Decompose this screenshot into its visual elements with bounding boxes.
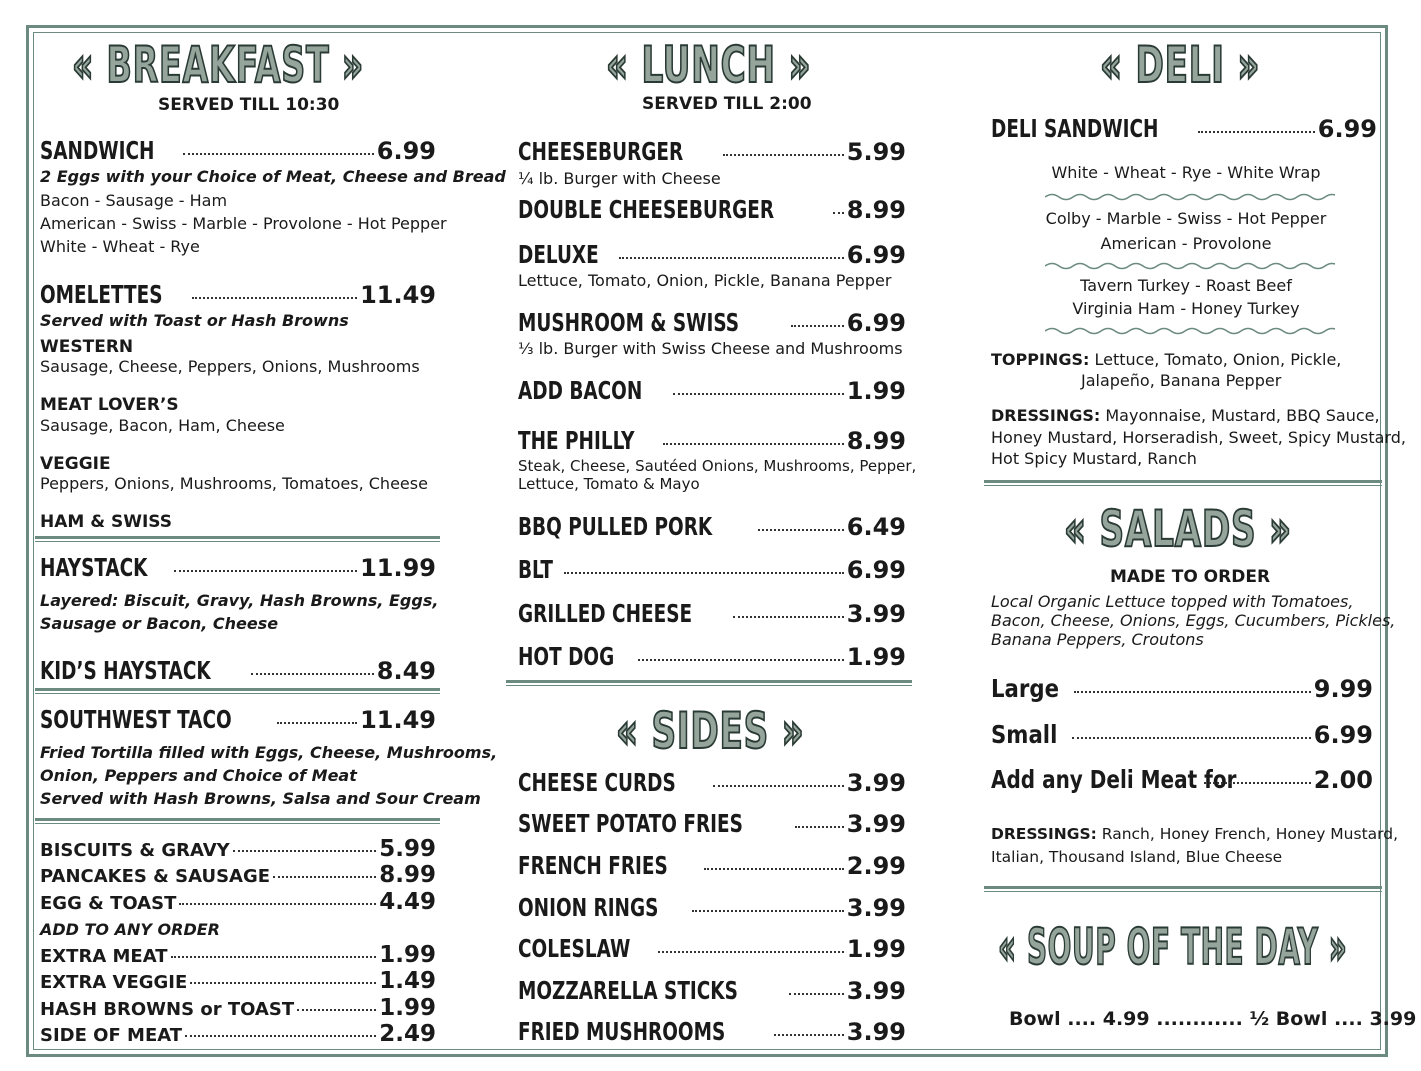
southwest-description-1: Fried Tortilla filled with Eggs, Cheese, Mushrooms,	[40, 743, 498, 762]
menu-item-deluxe: DELUXE 6.99	[518, 240, 906, 269]
menu-item-egg-toast: EGG & TOAST 4.49	[40, 889, 436, 915]
section-divider	[984, 480, 1382, 486]
haystack-description-2: Sausage or Bacon, Cheese	[40, 614, 279, 633]
menu-item-omelettes: OMELETTES 11.49	[40, 280, 436, 309]
deluxe-description: Lettuce, Tomato, Onion, Pickle, Banana Pepper	[518, 271, 892, 290]
menu-item-the-philly: THE PHILLY 8.99	[518, 426, 906, 455]
menu-item-bbq-pulled-pork: BBQ PULLED PORK 6.49	[518, 512, 906, 541]
side-sweet-potato-fries: SWEET POTATO FRIES 3.99	[518, 809, 906, 838]
haystack-description-1: Layered: Biscuit, Gravy, Hash Browns, Eggs,	[40, 591, 439, 610]
side-fried-mushrooms: FRIED MUSHROOMS 3.99	[518, 1017, 906, 1046]
side-cheese-curds: CHEESE CURDS 3.99	[518, 768, 906, 797]
southwest-description-2: Onion, Peppers and Choice of Meat	[40, 766, 357, 785]
menu-item-hot-dog: HOT DOG 1.99	[518, 642, 906, 671]
deli-dressings-2: Honey Mustard, Horseradish, Sweet, Spicy Mustard,	[991, 428, 1406, 447]
deli-title: « DELI »	[1100, 36, 1261, 94]
breakfast-served-till: SERVED TILL 10:30	[158, 95, 340, 115]
omelettes-description: Served with Toast or Hash Browns	[40, 311, 349, 330]
side-mozzarella-sticks: MOZZARELLA STICKS 3.99	[518, 976, 906, 1005]
addon-extra-veggie: EXTRA VEGGIE 1.49	[40, 968, 436, 994]
section-divider	[35, 536, 440, 542]
salad-large: Large 9.99	[991, 674, 1373, 703]
menu-item-haystack: HAYSTACK 11.99	[40, 553, 436, 582]
mushroom-swiss-description: ⅓ lb. Burger with Swiss Cheese and Mushrooms	[518, 339, 903, 358]
salads-made-to-order: MADE TO ORDER	[1110, 567, 1271, 587]
philly-description-1: Steak, Cheese, Sautéed Onions, Mushrooms, Pepper,	[518, 457, 917, 475]
addon-side-of-meat: SIDE OF MEAT 2.49	[40, 1021, 436, 1047]
salads-description-1: Local Organic Lettuce topped with Tomatoes,	[991, 592, 1354, 611]
menu-item-kids-haystack: KID’S HAYSTACK 8.49	[40, 656, 436, 685]
deli-meats-2: Virginia Ham - Honey Turkey	[1072, 299, 1300, 318]
wave-divider	[1045, 262, 1335, 270]
menu-item-southwest-taco: SOUTHWEST TACO 11.49	[40, 705, 436, 734]
salad-dressings-2: Italian, Thousand Island, Blue Cheese	[991, 848, 1283, 866]
menu-item-mushroom-swiss: MUSHROOM & SWISS 6.99	[518, 308, 906, 337]
side-coleslaw: COLESLAW 1.99	[518, 934, 906, 963]
soup-title: « SOUP OF THE DAY »	[998, 918, 1348, 976]
menu-item-deli-sandwich: DELI SANDWICH 6.99	[991, 114, 1377, 143]
cheeseburger-description: ¼ lb. Burger with Cheese	[518, 169, 721, 188]
menu-item-double-cheeseburger: DOUBLE CHEESEBURGER 8.99	[518, 195, 906, 224]
sandwich-description: 2 Eggs with your Choice of Meat, Cheese and Bread	[40, 167, 506, 186]
deli-toppings-2: Jalapeño, Banana Pepper	[1081, 371, 1282, 390]
omelette-western-desc: Sausage, Cheese, Peppers, Onions, Mushrooms	[40, 357, 420, 376]
deli-cheeses-1: Colby - Marble - Swiss - Hot Pepper	[1045, 209, 1327, 228]
lunch-served-till: SERVED TILL 2:00	[642, 94, 812, 114]
omelette-veggie-desc: Peppers, Onions, Mushrooms, Tomatoes, Cheese	[40, 474, 428, 493]
deli-toppings: TOPPINGS: Lettuce, Tomato, Onion, Pickle,	[991, 350, 1342, 369]
side-onion-rings: ONION RINGS 3.99	[518, 893, 906, 922]
section-divider	[35, 818, 440, 824]
wave-divider	[1045, 193, 1335, 201]
menu-item-blt: BLT 6.99	[518, 555, 906, 584]
omelette-veggie: VEGGIE	[40, 454, 111, 474]
sides-title: « SIDES »	[616, 702, 805, 760]
deli-breads: White - Wheat - Rye - White Wrap	[1051, 163, 1321, 182]
side-french-fries: FRENCH FRIES 2.99	[518, 851, 906, 880]
southwest-description-3: Served with Hash Browns, Salsa and Sour Cream	[40, 789, 481, 808]
salad-dressings: DRESSINGS: Ranch, Honey French, Honey Mustard,	[991, 825, 1399, 843]
deli-dressings-3: Hot Spicy Mustard, Ranch	[991, 449, 1197, 468]
addon-hash-browns-toast: HASH BROWNS or TOAST 1.99	[40, 995, 436, 1021]
salads-description-3: Banana Peppers, Croutons	[991, 630, 1204, 649]
sandwich-breads: White - Wheat - Rye	[40, 237, 200, 256]
sandwich-cheeses: American - Swiss - Marble - Provolone - Hot Pepper	[40, 214, 447, 233]
omelette-meat-lovers: MEAT LOVER’S	[40, 395, 179, 415]
deli-cheeses-2: American - Provolone	[1100, 234, 1272, 253]
salads-description-2: Bacon, Cheese, Onions, Eggs, Cucumbers, Pickles,	[991, 611, 1396, 630]
menu-item-cheeseburger: CHEESEBURGER 5.99	[518, 137, 906, 166]
philly-description-2: Lettuce, Tomato & Mayo	[518, 475, 700, 493]
menu-item-biscuits-gravy: BISCUITS & GRAVY 5.99	[40, 836, 436, 862]
deli-dressings: DRESSINGS: Mayonnaise, Mustard, BBQ Sauce,	[991, 406, 1380, 425]
salad-add-deli-meat: Add any Deli Meat for 2.00	[991, 765, 1373, 794]
menu-item-add-bacon: ADD BACON 1.99	[518, 376, 906, 405]
salad-small: Small 6.99	[991, 720, 1373, 749]
omelette-meat-lovers-desc: Sausage, Bacon, Ham, Cheese	[40, 416, 285, 435]
soup-prices: Bowl .... 4.99 ............ ½ Bowl .... 3.99	[1009, 1008, 1417, 1030]
section-divider	[35, 688, 440, 694]
omelette-ham-swiss: HAM & SWISS	[40, 512, 173, 532]
section-divider	[506, 680, 912, 686]
section-divider	[984, 886, 1382, 892]
menu-item-grilled-cheese: GRILLED CHEESE 3.99	[518, 599, 906, 628]
addon-extra-meat: EXTRA MEAT 1.99	[40, 942, 436, 968]
omelette-western: WESTERN	[40, 337, 134, 357]
deli-meats-1: Tavern Turkey - Roast Beef	[1080, 276, 1292, 295]
menu-item-pancakes-sausage: PANCAKES & SAUSAGE 8.99	[40, 862, 436, 888]
sandwich-meats: Bacon - Sausage - Ham	[40, 191, 228, 210]
salads-title: « SALADS »	[1064, 500, 1292, 558]
breakfast-title: « BREAKFAST »	[72, 36, 365, 94]
lunch-title: « LUNCH »	[606, 36, 812, 94]
wave-divider	[1045, 327, 1335, 335]
menu-item-sandwich: SANDWICH 6.99	[40, 136, 436, 165]
add-to-any-order-label: ADD TO ANY ORDER	[40, 920, 220, 939]
